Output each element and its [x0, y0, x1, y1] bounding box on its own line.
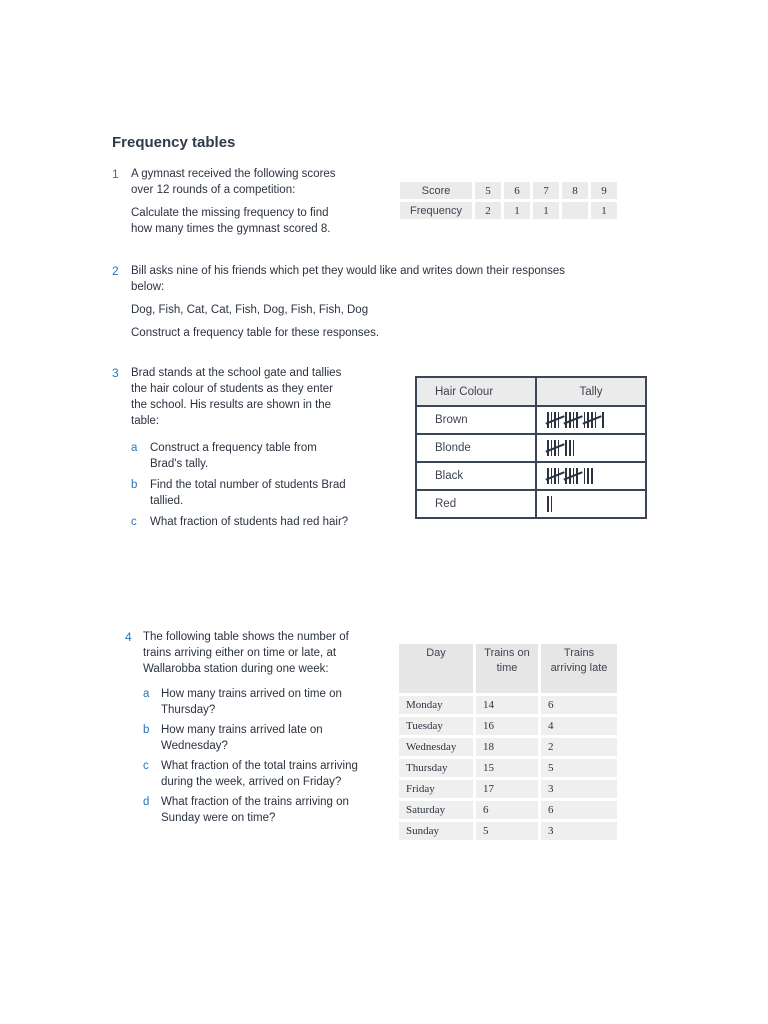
tally-stroke — [587, 468, 589, 484]
q3-part-c — [131, 514, 401, 530]
tally-marks-cell — [536, 490, 646, 518]
late-cell: 3 — [541, 780, 617, 798]
q4-line: trains arriving either on time or late, at — [143, 647, 337, 659]
frequency-row — [400, 202, 617, 219]
q4-line: The following table shows the number of — [143, 631, 349, 643]
part-label: c — [131, 516, 137, 528]
tally-stroke — [569, 440, 571, 456]
page-title: Frequency tables — [112, 134, 236, 151]
tally-stroke — [547, 468, 549, 484]
day-cell: Thursday — [399, 759, 473, 777]
tally-group-five — [565, 468, 577, 484]
on-time-cell: 17 — [476, 780, 538, 798]
part-label: c — [143, 760, 149, 772]
day-header: Day — [399, 644, 473, 693]
q3-line: the school. His results are shown in the — [131, 399, 332, 411]
trains-header-row — [399, 644, 617, 693]
q2-line: below: — [131, 281, 165, 293]
score-cell: 9 — [591, 182, 617, 199]
tally-row — [416, 462, 646, 490]
trains-table — [396, 641, 620, 843]
tally-marks-cell — [536, 462, 646, 490]
tally-marks — [547, 496, 645, 512]
question-number-2: 2 — [112, 264, 119, 278]
hair-colour-header: Hair Colour — [416, 377, 536, 406]
hair-colour-cell: Blonde — [416, 434, 536, 462]
tally-group — [584, 468, 593, 484]
tally-stroke — [591, 468, 593, 484]
question-number-4: 4 — [125, 630, 132, 644]
day-cell: Sunday — [399, 822, 473, 840]
tally-group-five — [547, 412, 559, 428]
tally-stroke — [584, 468, 586, 484]
part-line: What fraction of the trains arriving on — [161, 796, 349, 808]
q1-line: over 12 rounds of a competition: — [131, 184, 296, 196]
on-time-cell: 18 — [476, 738, 538, 756]
tally-header: Tally — [536, 377, 646, 406]
on-time-cell: 16 — [476, 717, 538, 735]
score-cell: 6 — [504, 182, 530, 199]
day-cell: Monday — [399, 696, 473, 714]
tally-group — [565, 440, 574, 456]
tally-stroke — [576, 412, 578, 428]
score-cell: 7 — [533, 182, 559, 199]
q3-part-a — [131, 440, 401, 472]
late-cell: 2 — [541, 738, 617, 756]
tally-group-five — [547, 440, 559, 456]
tally-row — [416, 406, 646, 434]
trains-row — [399, 822, 617, 840]
tally-stroke — [584, 412, 586, 428]
day-cell: Saturday — [399, 801, 473, 819]
on-time-cell: 14 — [476, 696, 538, 714]
frequency-cell: 1 — [533, 202, 559, 219]
question-number-3: 3 — [112, 366, 119, 380]
q2-responses: Dog, Fish, Cat, Cat, Fish, Dog, Fish, Fish, Dog — [131, 304, 369, 316]
part-label: a — [143, 688, 150, 700]
question-1-text — [131, 166, 381, 237]
part-line: How many trains arrived late on — [161, 724, 323, 736]
part-line: What fraction of students had red hair? — [150, 516, 349, 528]
on-time-cell: 15 — [476, 759, 538, 777]
q1-line: how many times the gymnast scored 8. — [131, 223, 331, 235]
on-time-cell: 5 — [476, 822, 538, 840]
question-4-parts — [143, 686, 393, 826]
score-frequency-table — [397, 179, 620, 222]
q4-line: Wallarobba station during one week: — [143, 663, 329, 675]
frequency-cell-missing — [562, 202, 588, 219]
part-line: Wednesday? — [161, 740, 228, 752]
trains-row — [399, 759, 617, 777]
tally-stroke — [602, 412, 604, 428]
part-label: a — [131, 442, 138, 454]
late-cell: 4 — [541, 717, 617, 735]
q4-part-b — [143, 722, 393, 754]
tally-marks — [547, 440, 645, 456]
tally-group — [547, 496, 552, 512]
q3-part-b — [131, 477, 401, 509]
hair-colour-cell: Brown — [416, 406, 536, 434]
q4-part-d — [143, 794, 393, 826]
tally-row — [416, 490, 646, 518]
q2-line: Construct a frequency table for these responses. — [131, 327, 380, 339]
tally-group-five — [547, 468, 559, 484]
question-number-1: 1 — [112, 167, 119, 181]
part-label: b — [131, 479, 138, 491]
q2-line: Bill asks nine of his friends which pet they would like and writes down their responses — [131, 265, 566, 277]
tally-marks — [547, 412, 645, 428]
tally-group-five — [565, 412, 577, 428]
q3-line: table: — [131, 415, 160, 427]
tally-marks-cell — [536, 434, 646, 462]
trains-row — [399, 780, 617, 798]
on-time-header: Trains on time — [476, 644, 538, 693]
q4-part-a — [143, 686, 393, 718]
frequency-header: Frequency — [400, 202, 472, 219]
part-line: What fraction of the total trains arriving — [161, 760, 358, 772]
hair-colour-cell: Black — [416, 462, 536, 490]
trains-row — [399, 717, 617, 735]
part-line: Thursday? — [161, 704, 216, 716]
tally-stroke — [565, 468, 567, 484]
tally-stroke — [547, 412, 549, 428]
part-line: during the week, arrived on Friday? — [161, 776, 342, 788]
part-line: Find the total number of students Brad — [150, 479, 346, 491]
tally-header-row — [416, 377, 646, 406]
tally-stroke — [573, 440, 575, 456]
tally-stroke — [547, 440, 549, 456]
tally-group-five — [584, 412, 596, 428]
on-time-cell: 6 — [476, 801, 538, 819]
part-line: tallied. — [150, 495, 184, 507]
q3-line: Brad stands at the school gate and tallies — [131, 367, 342, 379]
tally-stroke — [558, 440, 560, 456]
question-2-text — [131, 263, 631, 341]
trains-row — [399, 738, 617, 756]
tally-marks-cell — [536, 406, 646, 434]
tally-stroke — [558, 412, 560, 428]
trains-row — [399, 801, 617, 819]
part-label: d — [143, 796, 150, 808]
day-cell: Friday — [399, 780, 473, 798]
part-label: b — [143, 724, 150, 736]
late-cell: 6 — [541, 696, 617, 714]
tally-stroke — [558, 468, 560, 484]
question-3-text — [131, 365, 391, 429]
tally-stroke — [551, 496, 553, 512]
question-3-parts — [131, 440, 401, 530]
q4-part-c — [143, 758, 393, 790]
late-cell: 3 — [541, 822, 617, 840]
day-cell: Wednesday — [399, 738, 473, 756]
part-line: Construct a frequency table from — [150, 442, 317, 454]
late-cell: 6 — [541, 801, 617, 819]
frequency-cell: 1 — [591, 202, 617, 219]
day-cell: Tuesday — [399, 717, 473, 735]
tally-stroke — [565, 440, 567, 456]
trains-row — [399, 696, 617, 714]
tally-stroke — [547, 496, 549, 512]
tally-stroke — [565, 412, 567, 428]
late-cell: 5 — [541, 759, 617, 777]
score-header: Score — [400, 182, 472, 199]
q3-line: the hair colour of students as they enter — [131, 383, 334, 395]
tally-group — [602, 412, 604, 428]
frequency-cell: 2 — [475, 202, 501, 219]
score-cell: 5 — [475, 182, 501, 199]
part-line: Brad's tally. — [150, 458, 209, 470]
tally-marks — [547, 468, 645, 484]
tally-stroke — [576, 468, 578, 484]
part-line: Sunday were on time? — [161, 812, 276, 824]
tally-row — [416, 434, 646, 462]
question-4-text — [143, 629, 393, 677]
part-line: How many trains arrived on time on — [161, 688, 342, 700]
hair-colour-cell: Red — [416, 490, 536, 518]
hair-colour-tally-table — [415, 376, 647, 519]
score-row — [400, 182, 617, 199]
q1-line: A gymnast received the following scores — [131, 168, 336, 180]
tally-stroke — [595, 412, 597, 428]
score-cell: 8 — [562, 182, 588, 199]
q1-line: Calculate the missing frequency to find — [131, 207, 329, 219]
late-header: Trains arriving late — [541, 644, 617, 693]
frequency-cell: 1 — [504, 202, 530, 219]
